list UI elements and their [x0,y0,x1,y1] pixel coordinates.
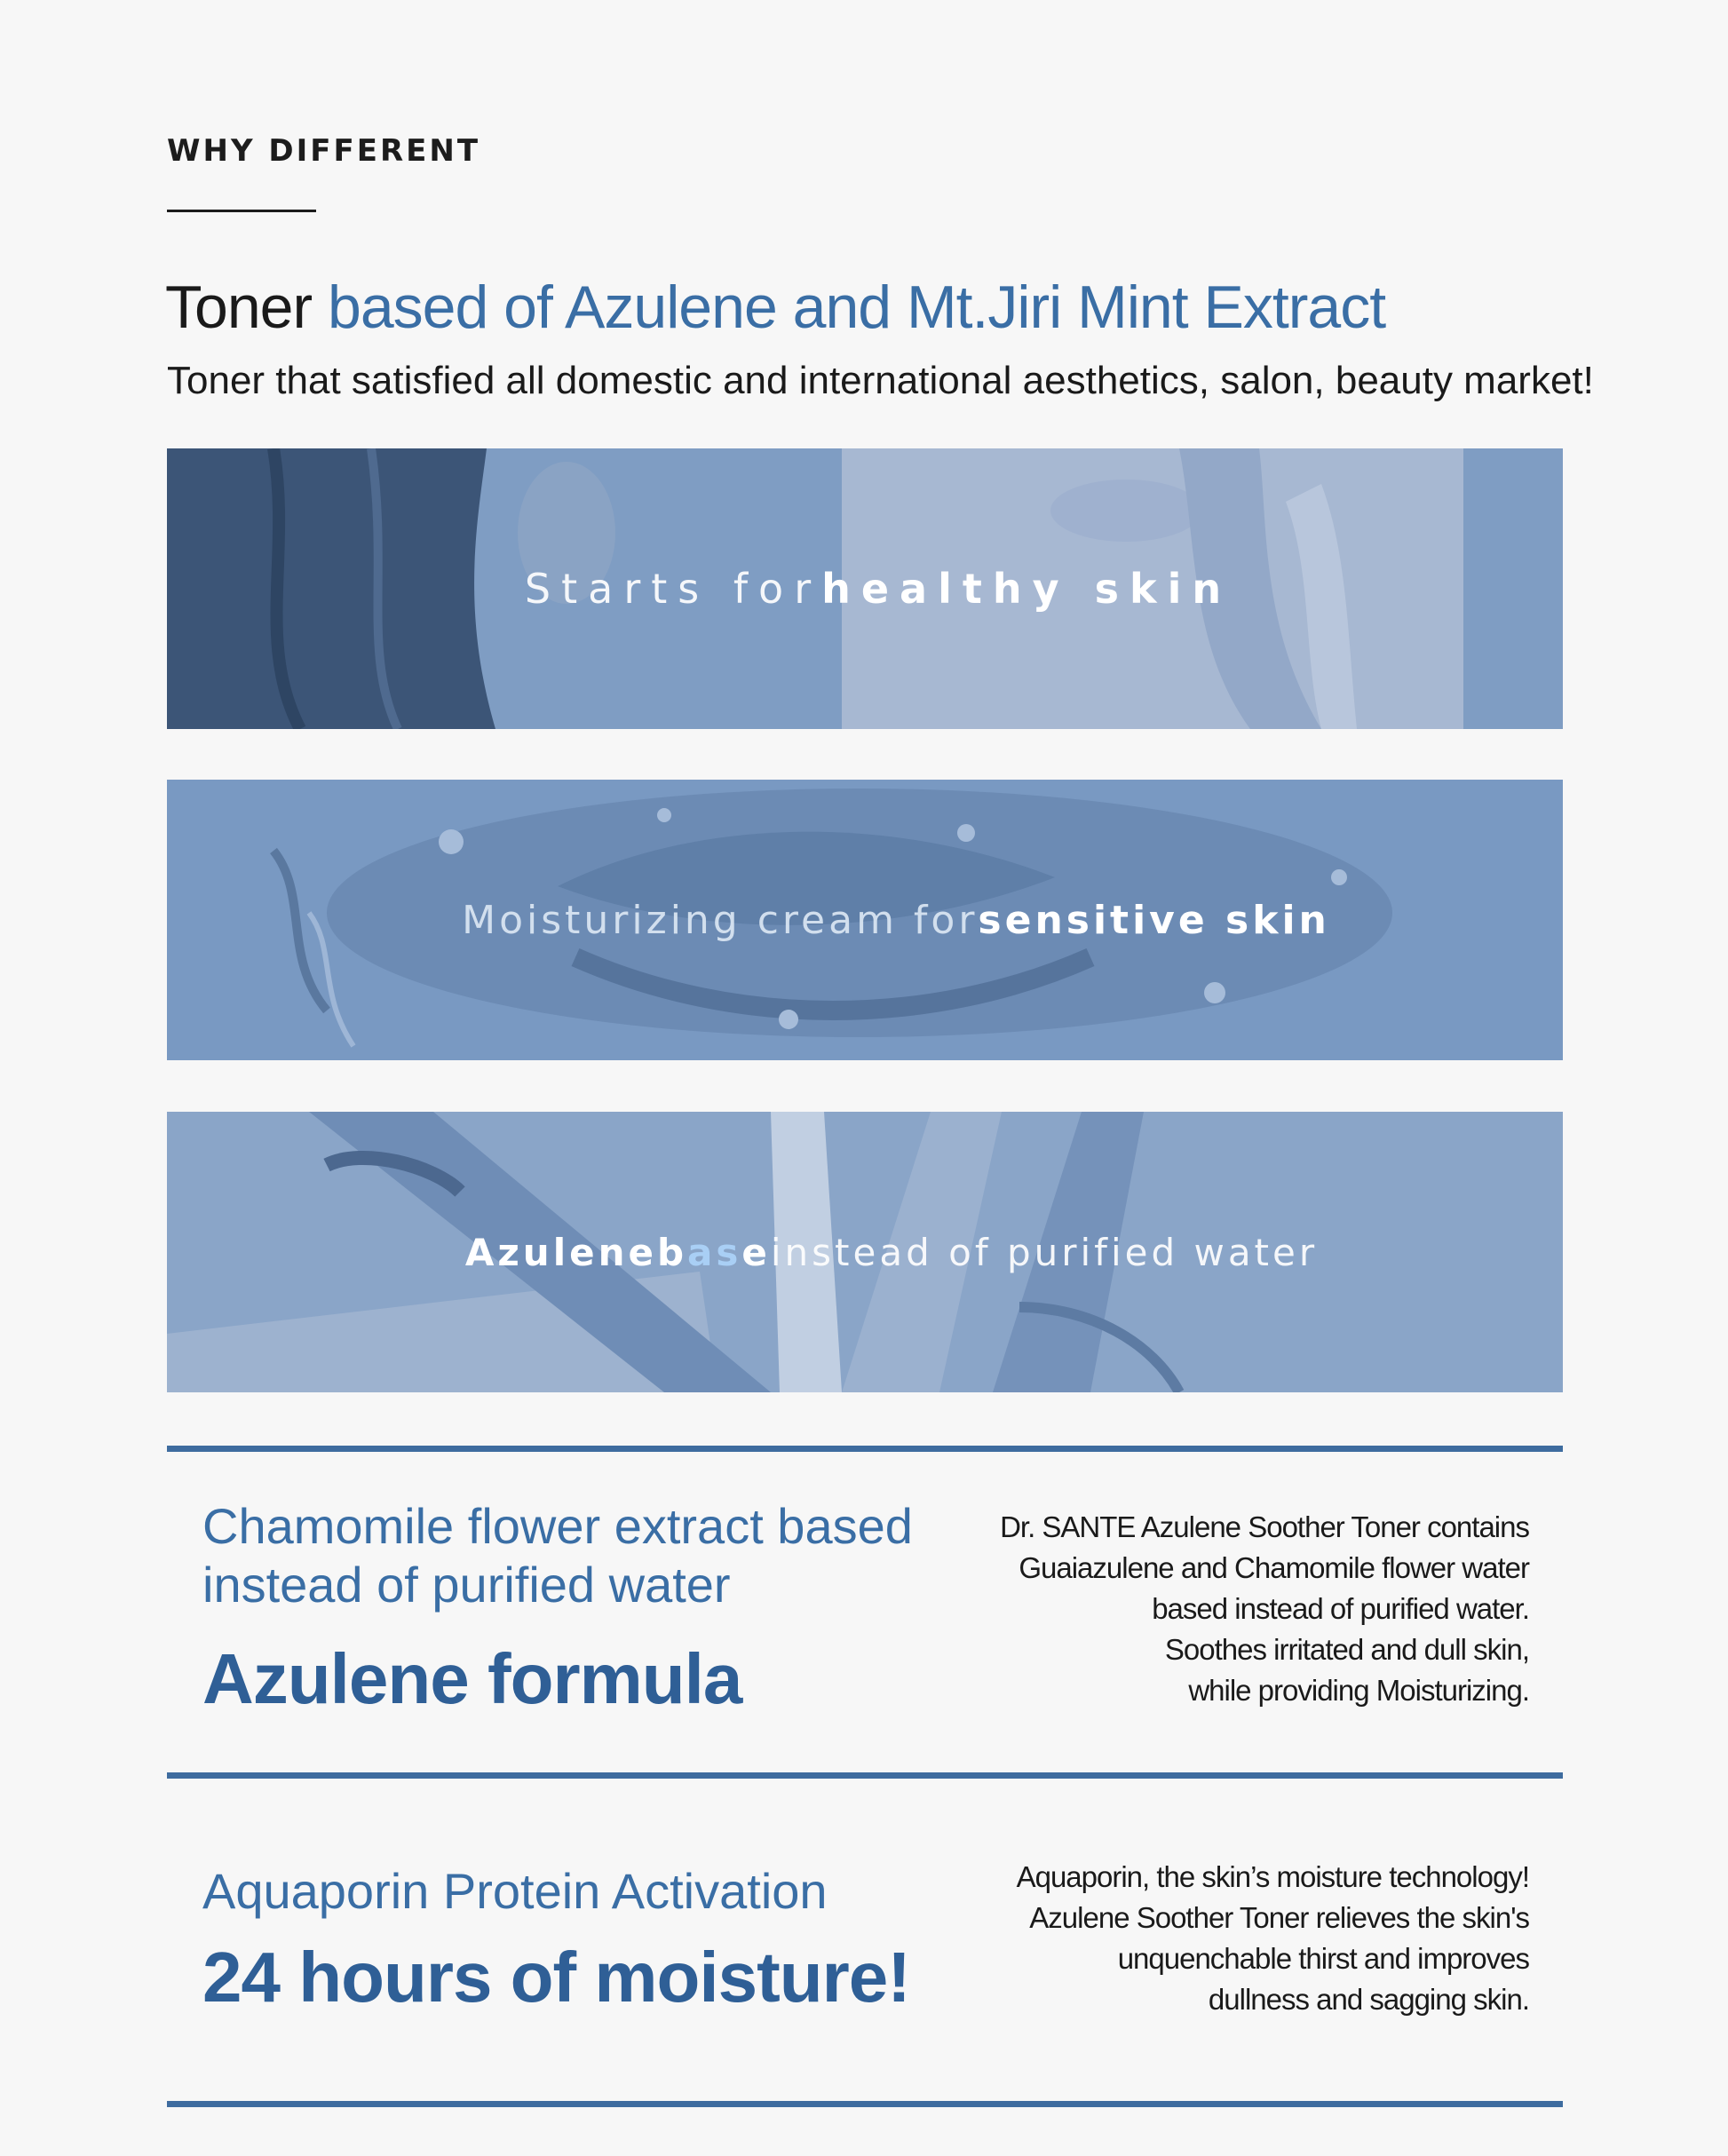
description-line: Soothes irritated and dull skin, [1164,1633,1529,1666]
caption-bold: b [656,1230,688,1274]
description-line: dullness and sagging skin. [1208,1983,1529,2016]
banner-sensitive-skin [167,780,1563,1060]
section-eyebrow: WHY DIFFERENT [167,133,481,169]
feature-title [202,1497,913,1614]
caption-bold: healthy skin [821,565,1233,613]
feature-description [1000,1507,1529,1711]
description-line: Aquaporin, the skin’s moisture technology! [1016,1860,1529,1893]
eyebrow-underline [167,210,316,212]
caption-thin: Moisturizing cream for [462,897,979,943]
description-line: while providing Moisturizing. [1188,1674,1529,1707]
headline-blue: based of Azulene and Mt.Jiri Mint Extract [312,273,1386,341]
banner-caption-3 [167,1112,1563,1392]
headline-dark: Toner [165,273,313,341]
banner-azulene-base [167,1112,1563,1392]
headline [165,272,1385,343]
divider-1 [167,1446,1563,1452]
divider-2 [167,1772,1563,1779]
caption-thin: instead of purified water [770,1230,1319,1274]
caption-bold: sensitive skin [978,897,1330,943]
description-line: unquenchable thirst and improves [1117,1942,1529,1975]
feature-headline: Azulene formula [202,1639,742,1718]
feature-title-line: instead of purified water [202,1557,731,1613]
caption-bold: Azulene [464,1230,657,1274]
feature-title [202,1862,828,1921]
divider-3 [167,2101,1563,2107]
caption-highlight: as [687,1230,742,1274]
caption-bold: e [741,1230,771,1274]
banner-caption-2 [167,780,1563,1060]
subhead: Toner that satisfied all domestic and international aesthetics, salon, beauty market! [167,359,1594,402]
description-line: Dr. SANTE Azulene Soother Toner contains [1000,1510,1529,1543]
description-line: Guaiazulene and Chamomile flower water [1019,1551,1529,1584]
caption-thin: Starts for [524,565,822,613]
description-line: Azulene Soother Toner relieves the skin's [1029,1901,1529,1934]
feature-title-line: Aquaporin Protein Activation [202,1863,828,1919]
feature-title-line: Chamomile flower extract based [202,1498,913,1554]
banner-caption-1 [167,448,1563,729]
feature-headline: 24 hours of moisture! [202,1938,910,2017]
description-line: based instead of purified water. [1152,1592,1529,1625]
feature-description [1017,1857,1529,2020]
banner-healthy-skin [167,448,1563,729]
